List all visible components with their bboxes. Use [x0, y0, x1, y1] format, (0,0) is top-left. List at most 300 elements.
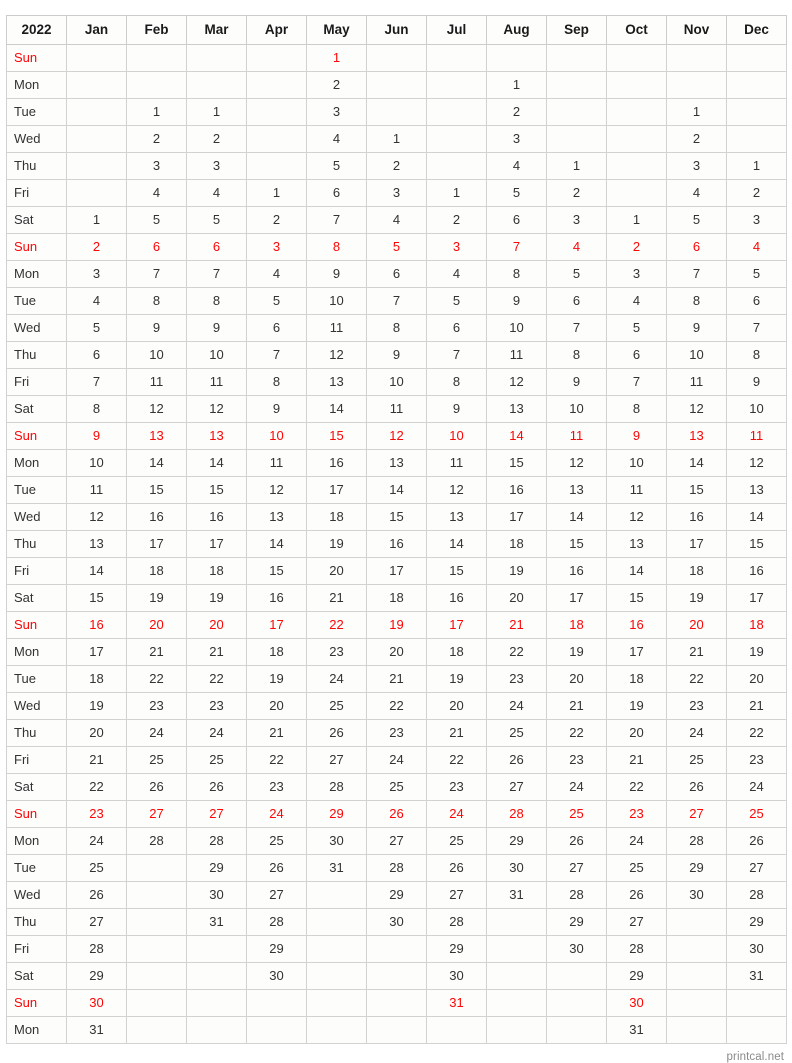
- day-cell-aug-11: 11: [487, 342, 547, 369]
- day-cell-oct-2: 2: [607, 234, 667, 261]
- day-cell-empty: [607, 99, 667, 126]
- day-cell-may-28: 28: [307, 774, 367, 801]
- day-cell-jun-4: 4: [367, 207, 427, 234]
- weekday-label-wed: Wed: [7, 504, 67, 531]
- day-cell-jan-21: 21: [67, 747, 127, 774]
- day-cell-jan-17: 17: [67, 639, 127, 666]
- day-cell-apr-10: 10: [247, 423, 307, 450]
- day-cell-empty: [547, 45, 607, 72]
- month-header-dec: Dec: [727, 16, 787, 45]
- day-cell-dec-12: 12: [727, 450, 787, 477]
- day-cell-nov-2: 2: [667, 126, 727, 153]
- day-cell-aug-4: 4: [487, 153, 547, 180]
- day-cell-dec-28: 28: [727, 882, 787, 909]
- day-cell-empty: [307, 1017, 367, 1044]
- day-cell-feb-17: 17: [127, 531, 187, 558]
- day-cell-may-31: 31: [307, 855, 367, 882]
- day-cell-may-29: 29: [307, 801, 367, 828]
- day-cell-apr-30: 30: [247, 963, 307, 990]
- day-cell-empty: [547, 72, 607, 99]
- day-cell-empty: [607, 180, 667, 207]
- day-cell-empty: [187, 963, 247, 990]
- day-cell-nov-8: 8: [667, 288, 727, 315]
- day-cell-jun-24: 24: [367, 747, 427, 774]
- day-cell-jan-29: 29: [67, 963, 127, 990]
- day-cell-feb-11: 11: [127, 369, 187, 396]
- day-cell-may-17: 17: [307, 477, 367, 504]
- day-cell-jan-12: 12: [67, 504, 127, 531]
- day-cell-sep-13: 13: [547, 477, 607, 504]
- day-cell-may-19: 19: [307, 531, 367, 558]
- day-cell-nov-3: 3: [667, 153, 727, 180]
- day-cell-oct-16: 16: [607, 612, 667, 639]
- calendar-row: [7, 126, 787, 153]
- calendar-row: [7, 504, 787, 531]
- weekday-label-sun: Sun: [7, 423, 67, 450]
- day-cell-empty: [667, 909, 727, 936]
- day-cell-dec-31: 31: [727, 963, 787, 990]
- day-cell-jul-28: 28: [427, 909, 487, 936]
- day-cell-jul-13: 13: [427, 504, 487, 531]
- weekday-label-tue: Tue: [7, 288, 67, 315]
- day-cell-apr-20: 20: [247, 693, 307, 720]
- day-cell-mar-20: 20: [187, 612, 247, 639]
- day-cell-apr-22: 22: [247, 747, 307, 774]
- day-cell-mar-9: 9: [187, 315, 247, 342]
- day-cell-empty: [367, 1017, 427, 1044]
- day-cell-jan-22: 22: [67, 774, 127, 801]
- day-cell-jan-2: 2: [67, 234, 127, 261]
- day-cell-mar-15: 15: [187, 477, 247, 504]
- day-cell-jun-21: 21: [367, 666, 427, 693]
- day-cell-apr-2: 2: [247, 207, 307, 234]
- day-cell-jul-11: 11: [427, 450, 487, 477]
- day-cell-dec-30: 30: [727, 936, 787, 963]
- day-cell-may-21: 21: [307, 585, 367, 612]
- day-cell-nov-6: 6: [667, 234, 727, 261]
- day-cell-may-20: 20: [307, 558, 367, 585]
- day-cell-sep-10: 10: [547, 396, 607, 423]
- day-cell-dec-5: 5: [727, 261, 787, 288]
- day-cell-mar-5: 5: [187, 207, 247, 234]
- day-cell-nov-28: 28: [667, 828, 727, 855]
- day-cell-oct-17: 17: [607, 639, 667, 666]
- day-cell-aug-28: 28: [487, 801, 547, 828]
- day-cell-may-27: 27: [307, 747, 367, 774]
- day-cell-apr-14: 14: [247, 531, 307, 558]
- day-cell-empty: [487, 909, 547, 936]
- day-cell-empty: [547, 990, 607, 1017]
- day-cell-sep-2: 2: [547, 180, 607, 207]
- day-cell-may-13: 13: [307, 369, 367, 396]
- weekday-label-fri: Fri: [7, 369, 67, 396]
- calendar-row: [7, 369, 787, 396]
- day-cell-empty: [727, 990, 787, 1017]
- day-cell-empty: [607, 126, 667, 153]
- weekday-label-mon: Mon: [7, 639, 67, 666]
- day-cell-jun-6: 6: [367, 261, 427, 288]
- day-cell-jan-20: 20: [67, 720, 127, 747]
- day-cell-empty: [667, 72, 727, 99]
- day-cell-aug-23: 23: [487, 666, 547, 693]
- weekday-label-tue: Tue: [7, 666, 67, 693]
- day-cell-dec-13: 13: [727, 477, 787, 504]
- day-cell-apr-21: 21: [247, 720, 307, 747]
- day-cell-empty: [67, 126, 127, 153]
- day-cell-nov-7: 7: [667, 261, 727, 288]
- day-cell-aug-10: 10: [487, 315, 547, 342]
- day-cell-empty: [67, 153, 127, 180]
- day-cell-empty: [607, 153, 667, 180]
- day-cell-sep-23: 23: [547, 747, 607, 774]
- day-cell-nov-26: 26: [667, 774, 727, 801]
- day-cell-oct-27: 27: [607, 909, 667, 936]
- day-cell-dec-14: 14: [727, 504, 787, 531]
- day-cell-dec-20: 20: [727, 666, 787, 693]
- day-cell-jan-15: 15: [67, 585, 127, 612]
- day-cell-jun-5: 5: [367, 234, 427, 261]
- day-cell-jan-14: 14: [67, 558, 127, 585]
- day-cell-empty: [727, 45, 787, 72]
- day-cell-jan-11: 11: [67, 477, 127, 504]
- day-cell-empty: [427, 72, 487, 99]
- day-cell-jan-9: 9: [67, 423, 127, 450]
- day-cell-empty: [427, 99, 487, 126]
- day-cell-apr-27: 27: [247, 882, 307, 909]
- day-cell-oct-20: 20: [607, 720, 667, 747]
- weekday-label-thu: Thu: [7, 153, 67, 180]
- day-cell-sep-6: 6: [547, 288, 607, 315]
- day-cell-jul-3: 3: [427, 234, 487, 261]
- weekday-label-sun: Sun: [7, 990, 67, 1017]
- weekday-label-thu: Thu: [7, 909, 67, 936]
- day-cell-jul-2: 2: [427, 207, 487, 234]
- day-cell-empty: [67, 45, 127, 72]
- day-cell-mar-31: 31: [187, 909, 247, 936]
- day-cell-jan-31: 31: [67, 1017, 127, 1044]
- day-cell-empty: [427, 1017, 487, 1044]
- day-cell-aug-7: 7: [487, 234, 547, 261]
- day-cell-mar-27: 27: [187, 801, 247, 828]
- day-cell-jul-25: 25: [427, 828, 487, 855]
- day-cell-empty: [547, 1017, 607, 1044]
- day-cell-empty: [367, 990, 427, 1017]
- calendar-row: [7, 45, 787, 72]
- day-cell-empty: [487, 963, 547, 990]
- day-cell-jun-22: 22: [367, 693, 427, 720]
- day-cell-oct-5: 5: [607, 315, 667, 342]
- day-cell-empty: [367, 72, 427, 99]
- month-header-sep: Sep: [547, 16, 607, 45]
- day-cell-oct-18: 18: [607, 666, 667, 693]
- day-cell-apr-25: 25: [247, 828, 307, 855]
- day-cell-jan-23: 23: [67, 801, 127, 828]
- day-cell-dec-15: 15: [727, 531, 787, 558]
- day-cell-oct-10: 10: [607, 450, 667, 477]
- calendar-header: [7, 16, 787, 45]
- day-cell-feb-19: 19: [127, 585, 187, 612]
- day-cell-oct-15: 15: [607, 585, 667, 612]
- day-cell-empty: [187, 1017, 247, 1044]
- day-cell-feb-12: 12: [127, 396, 187, 423]
- day-cell-feb-4: 4: [127, 180, 187, 207]
- day-cell-jun-17: 17: [367, 558, 427, 585]
- calendar-row: [7, 882, 787, 909]
- day-cell-mar-7: 7: [187, 261, 247, 288]
- day-cell-nov-25: 25: [667, 747, 727, 774]
- day-cell-jun-3: 3: [367, 180, 427, 207]
- day-cell-apr-11: 11: [247, 450, 307, 477]
- day-cell-jan-25: 25: [67, 855, 127, 882]
- day-cell-jun-18: 18: [367, 585, 427, 612]
- day-cell-may-11: 11: [307, 315, 367, 342]
- day-cell-empty: [307, 963, 367, 990]
- day-cell-jan-26: 26: [67, 882, 127, 909]
- day-cell-jul-5: 5: [427, 288, 487, 315]
- day-cell-apr-6: 6: [247, 315, 307, 342]
- calendar-row: [7, 801, 787, 828]
- day-cell-oct-7: 7: [607, 369, 667, 396]
- day-cell-feb-21: 21: [127, 639, 187, 666]
- day-cell-aug-27: 27: [487, 774, 547, 801]
- day-cell-aug-25: 25: [487, 720, 547, 747]
- day-cell-empty: [187, 45, 247, 72]
- calendar-row: [7, 450, 787, 477]
- calendar-row: [7, 612, 787, 639]
- day-cell-aug-20: 20: [487, 585, 547, 612]
- day-cell-jun-27: 27: [367, 828, 427, 855]
- day-cell-empty: [667, 1017, 727, 1044]
- day-cell-jan-8: 8: [67, 396, 127, 423]
- day-cell-jul-30: 30: [427, 963, 487, 990]
- day-cell-dec-9: 9: [727, 369, 787, 396]
- calendar-row: [7, 531, 787, 558]
- day-cell-jun-28: 28: [367, 855, 427, 882]
- day-cell-may-8: 8: [307, 234, 367, 261]
- day-cell-dec-6: 6: [727, 288, 787, 315]
- day-cell-mar-17: 17: [187, 531, 247, 558]
- day-cell-aug-1: 1: [487, 72, 547, 99]
- weekday-label-fri: Fri: [7, 936, 67, 963]
- day-cell-nov-11: 11: [667, 369, 727, 396]
- day-cell-jun-7: 7: [367, 288, 427, 315]
- day-cell-oct-22: 22: [607, 774, 667, 801]
- day-cell-empty: [127, 72, 187, 99]
- day-cell-empty: [487, 936, 547, 963]
- calendar-row: [7, 288, 787, 315]
- day-cell-aug-12: 12: [487, 369, 547, 396]
- day-cell-jul-17: 17: [427, 612, 487, 639]
- day-cell-mar-4: 4: [187, 180, 247, 207]
- day-cell-empty: [427, 45, 487, 72]
- day-cell-empty: [487, 45, 547, 72]
- weekday-label-sat: Sat: [7, 774, 67, 801]
- day-cell-may-22: 22: [307, 612, 367, 639]
- day-cell-empty: [367, 99, 427, 126]
- day-cell-dec-26: 26: [727, 828, 787, 855]
- day-cell-empty: [727, 1017, 787, 1044]
- day-cell-jan-28: 28: [67, 936, 127, 963]
- day-cell-aug-15: 15: [487, 450, 547, 477]
- month-header-aug: Aug: [487, 16, 547, 45]
- day-cell-jun-14: 14: [367, 477, 427, 504]
- day-cell-nov-24: 24: [667, 720, 727, 747]
- day-cell-empty: [667, 45, 727, 72]
- weekday-label-tue: Tue: [7, 855, 67, 882]
- day-cell-empty: [247, 126, 307, 153]
- day-cell-feb-15: 15: [127, 477, 187, 504]
- calendar-row: [7, 855, 787, 882]
- day-cell-feb-14: 14: [127, 450, 187, 477]
- day-cell-sep-26: 26: [547, 828, 607, 855]
- day-cell-oct-1: 1: [607, 207, 667, 234]
- day-cell-may-7: 7: [307, 207, 367, 234]
- day-cell-aug-26: 26: [487, 747, 547, 774]
- day-cell-sep-21: 21: [547, 693, 607, 720]
- calendar-row: [7, 423, 787, 450]
- day-cell-empty: [487, 990, 547, 1017]
- day-cell-jan-24: 24: [67, 828, 127, 855]
- calendar-row: [7, 1017, 787, 1044]
- calendar-row: [7, 585, 787, 612]
- day-cell-nov-18: 18: [667, 558, 727, 585]
- day-cell-empty: [547, 99, 607, 126]
- day-cell-empty: [307, 936, 367, 963]
- day-cell-empty: [67, 180, 127, 207]
- day-cell-oct-11: 11: [607, 477, 667, 504]
- day-cell-may-23: 23: [307, 639, 367, 666]
- day-cell-apr-1: 1: [247, 180, 307, 207]
- day-cell-jun-11: 11: [367, 396, 427, 423]
- day-cell-jun-2: 2: [367, 153, 427, 180]
- day-cell-nov-23: 23: [667, 693, 727, 720]
- day-cell-may-10: 10: [307, 288, 367, 315]
- calendar-row: [7, 666, 787, 693]
- day-cell-may-16: 16: [307, 450, 367, 477]
- day-cell-sep-4: 4: [547, 234, 607, 261]
- day-cell-apr-29: 29: [247, 936, 307, 963]
- day-cell-jul-19: 19: [427, 666, 487, 693]
- day-cell-jan-27: 27: [67, 909, 127, 936]
- weekday-label-mon: Mon: [7, 261, 67, 288]
- weekday-label-fri: Fri: [7, 558, 67, 585]
- day-cell-apr-15: 15: [247, 558, 307, 585]
- day-cell-mar-14: 14: [187, 450, 247, 477]
- day-cell-apr-9: 9: [247, 396, 307, 423]
- day-cell-sep-29: 29: [547, 909, 607, 936]
- day-cell-empty: [367, 963, 427, 990]
- calendar-row: [7, 180, 787, 207]
- calendar-row: [7, 558, 787, 585]
- day-cell-jul-16: 16: [427, 585, 487, 612]
- weekday-label-thu: Thu: [7, 531, 67, 558]
- day-cell-jan-6: 6: [67, 342, 127, 369]
- day-cell-empty: [667, 990, 727, 1017]
- day-cell-empty: [247, 99, 307, 126]
- weekday-label-sat: Sat: [7, 396, 67, 423]
- weekday-label-wed: Wed: [7, 126, 67, 153]
- day-cell-feb-9: 9: [127, 315, 187, 342]
- day-cell-empty: [127, 882, 187, 909]
- day-cell-jan-1: 1: [67, 207, 127, 234]
- day-cell-jun-19: 19: [367, 612, 427, 639]
- day-cell-may-24: 24: [307, 666, 367, 693]
- day-cell-empty: [307, 909, 367, 936]
- day-cell-empty: [667, 963, 727, 990]
- weekday-label-wed: Wed: [7, 315, 67, 342]
- day-cell-sep-16: 16: [547, 558, 607, 585]
- day-cell-empty: [547, 126, 607, 153]
- day-cell-dec-29: 29: [727, 909, 787, 936]
- day-cell-oct-24: 24: [607, 828, 667, 855]
- day-cell-feb-28: 28: [127, 828, 187, 855]
- day-cell-dec-17: 17: [727, 585, 787, 612]
- day-cell-feb-16: 16: [127, 504, 187, 531]
- day-cell-may-3: 3: [307, 99, 367, 126]
- day-cell-feb-25: 25: [127, 747, 187, 774]
- day-cell-empty: [727, 99, 787, 126]
- day-cell-feb-5: 5: [127, 207, 187, 234]
- day-cell-nov-16: 16: [667, 504, 727, 531]
- day-cell-dec-1: 1: [727, 153, 787, 180]
- day-cell-sep-14: 14: [547, 504, 607, 531]
- weekday-label-mon: Mon: [7, 828, 67, 855]
- day-cell-apr-5: 5: [247, 288, 307, 315]
- day-cell-feb-18: 18: [127, 558, 187, 585]
- day-cell-aug-2: 2: [487, 99, 547, 126]
- month-header-may: May: [307, 16, 367, 45]
- day-cell-nov-10: 10: [667, 342, 727, 369]
- calendar-row: [7, 396, 787, 423]
- day-cell-apr-23: 23: [247, 774, 307, 801]
- day-cell-empty: [307, 882, 367, 909]
- day-cell-aug-17: 17: [487, 504, 547, 531]
- day-cell-sep-28: 28: [547, 882, 607, 909]
- day-cell-oct-23: 23: [607, 801, 667, 828]
- calendar-row: [7, 261, 787, 288]
- day-cell-empty: [607, 45, 667, 72]
- day-cell-empty: [367, 936, 427, 963]
- day-cell-may-30: 30: [307, 828, 367, 855]
- day-cell-mar-13: 13: [187, 423, 247, 450]
- day-cell-nov-13: 13: [667, 423, 727, 450]
- day-cell-dec-10: 10: [727, 396, 787, 423]
- weekday-label-sat: Sat: [7, 585, 67, 612]
- calendar-row: [7, 207, 787, 234]
- day-cell-jun-20: 20: [367, 639, 427, 666]
- day-cell-jul-7: 7: [427, 342, 487, 369]
- day-cell-oct-31: 31: [607, 1017, 667, 1044]
- day-cell-empty: [127, 909, 187, 936]
- day-cell-feb-2: 2: [127, 126, 187, 153]
- day-cell-jul-4: 4: [427, 261, 487, 288]
- day-cell-empty: [247, 45, 307, 72]
- weekday-label-thu: Thu: [7, 342, 67, 369]
- calendar-row: [7, 153, 787, 180]
- day-cell-mar-1: 1: [187, 99, 247, 126]
- day-cell-jun-30: 30: [367, 909, 427, 936]
- day-cell-dec-16: 16: [727, 558, 787, 585]
- day-cell-nov-15: 15: [667, 477, 727, 504]
- day-cell-empty: [187, 990, 247, 1017]
- day-cell-mar-12: 12: [187, 396, 247, 423]
- day-cell-nov-22: 22: [667, 666, 727, 693]
- day-cell-feb-27: 27: [127, 801, 187, 828]
- day-cell-jul-21: 21: [427, 720, 487, 747]
- day-cell-sep-11: 11: [547, 423, 607, 450]
- day-cell-empty: [127, 1017, 187, 1044]
- day-cell-sep-9: 9: [547, 369, 607, 396]
